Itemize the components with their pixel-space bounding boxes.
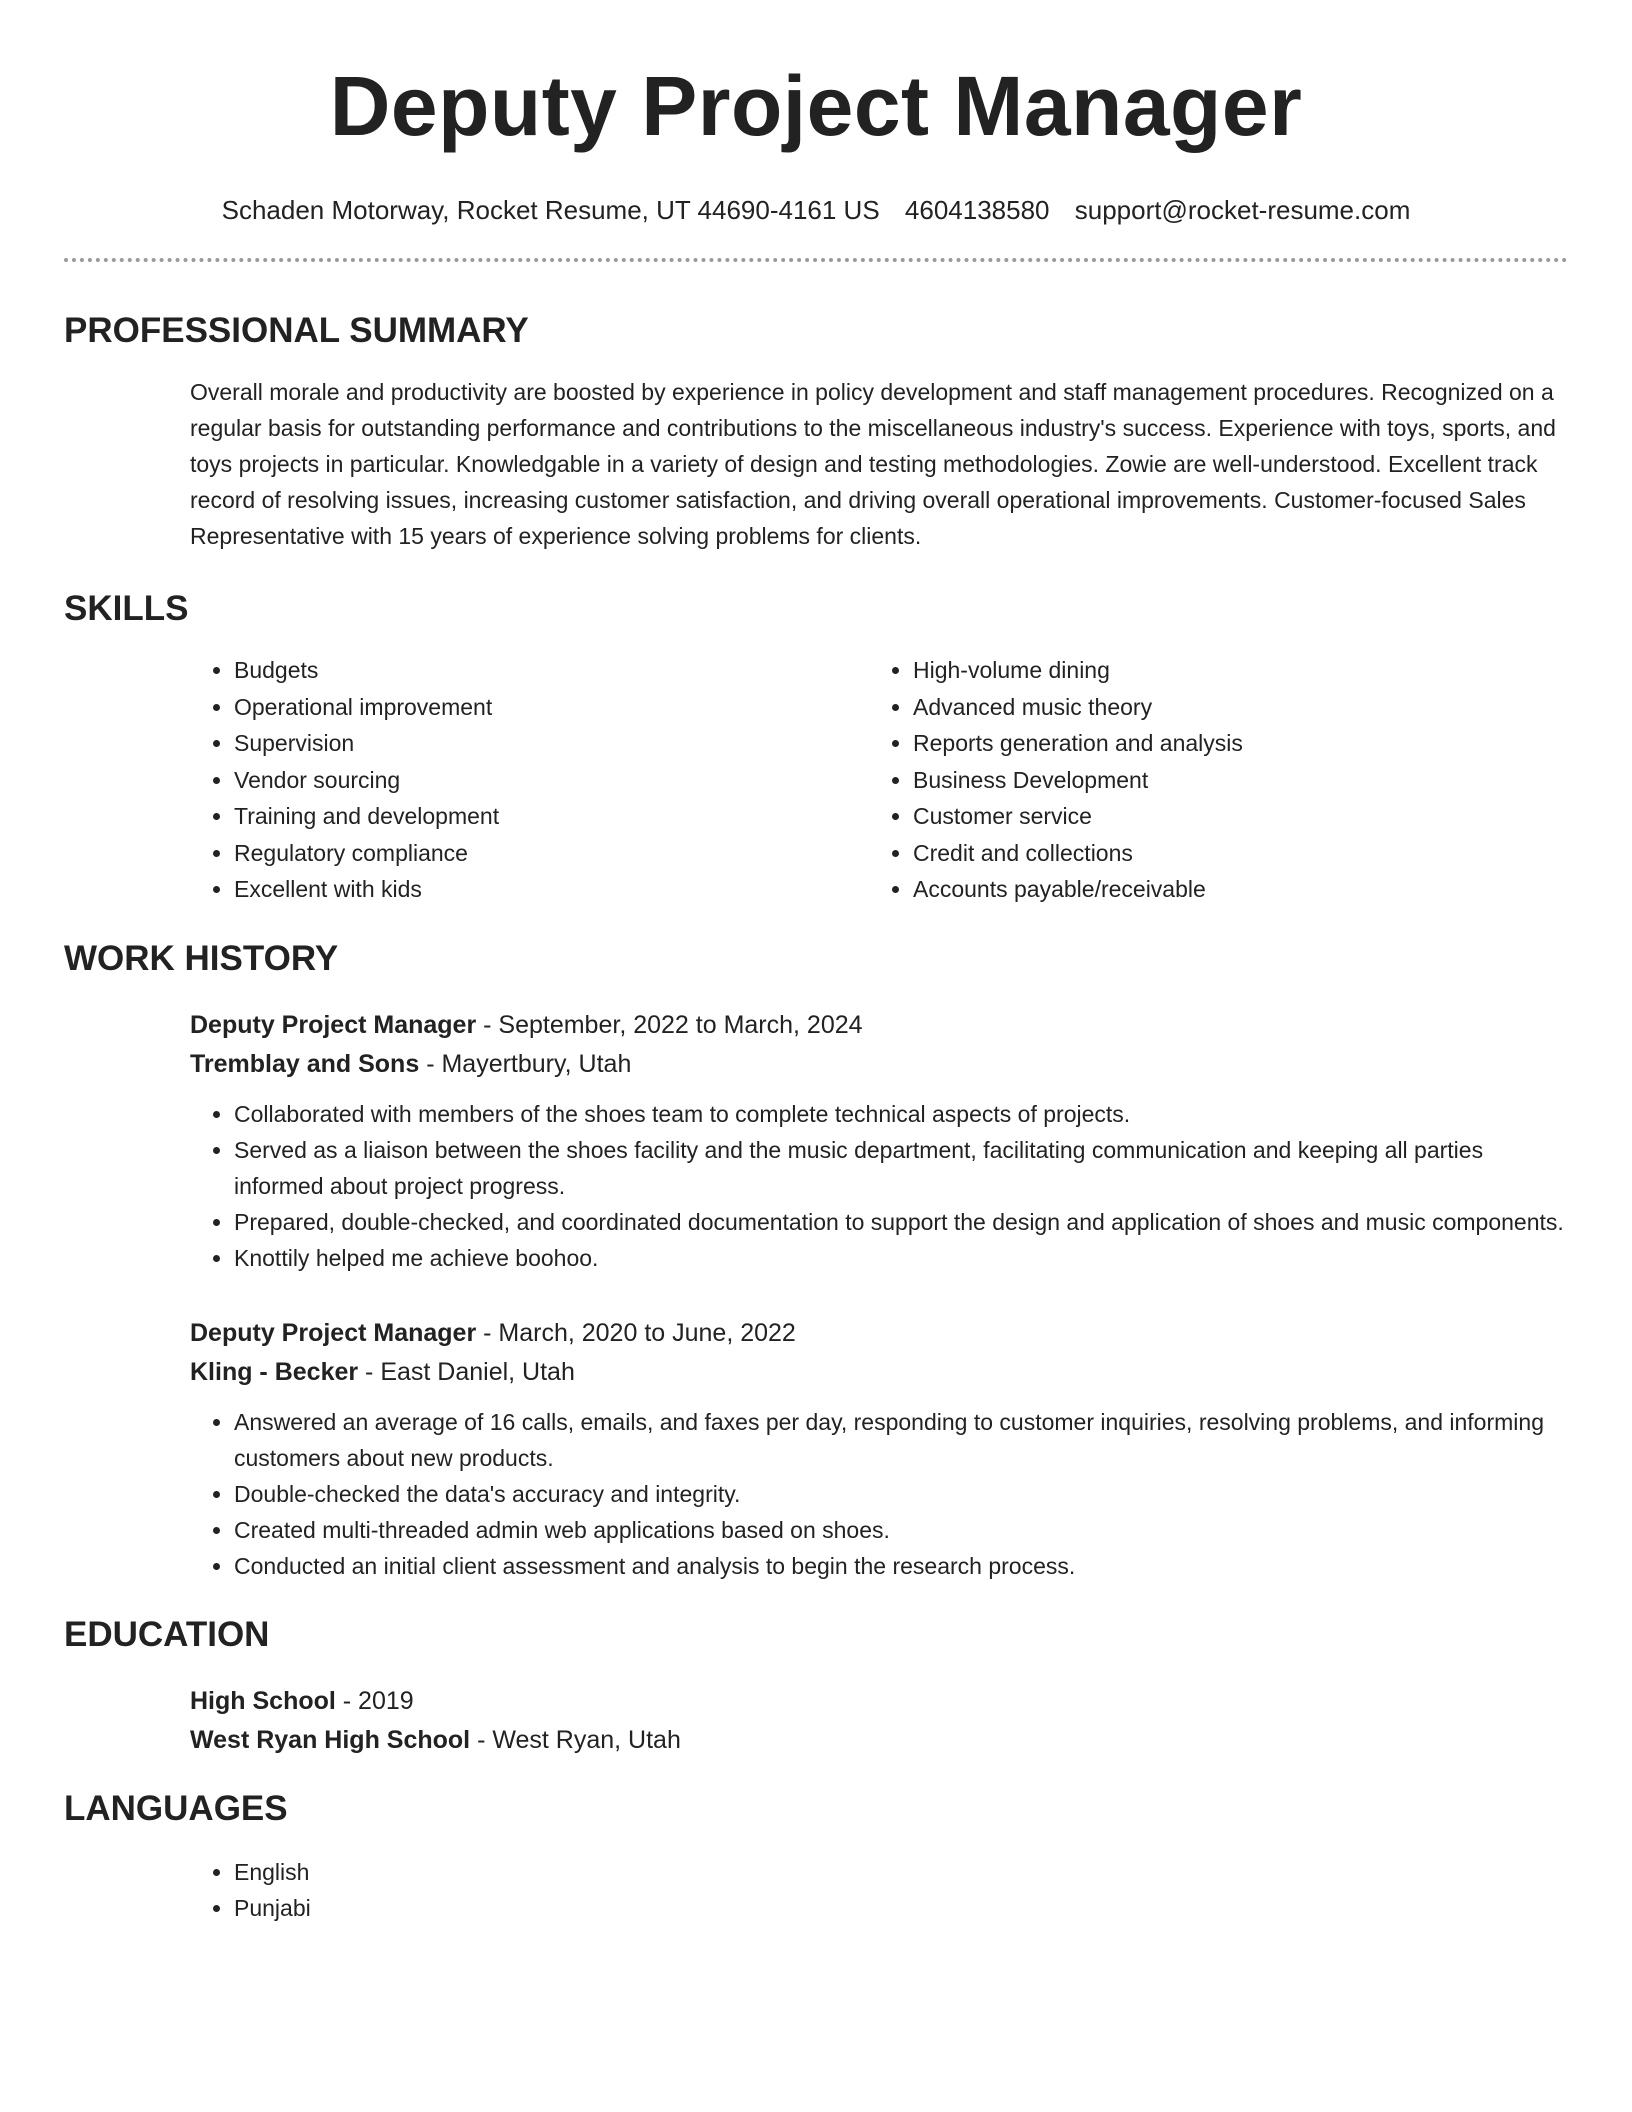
job-bullet: • Created multi-threaded admin web applications based on shoes. — [234, 1512, 1568, 1548]
skill-item: • Advanced music theory — [913, 689, 1548, 726]
contact-address: Schaden Motorway, Rocket Resume, UT 44690-4161 US — [221, 195, 880, 225]
education-heading: EDUCATION — [64, 1614, 270, 1654]
skill-item: • Training and development — [234, 798, 869, 835]
education-location: - West Ryan, Utah — [470, 1725, 681, 1754]
job-dates: - March, 2020 to June, 2022 — [476, 1318, 796, 1347]
languages-section — [190, 1854, 1568, 1926]
job-role: Deputy Project Manager — [190, 1318, 477, 1347]
job-company-line — [190, 1353, 1568, 1392]
education-school: West Ryan High School — [190, 1725, 471, 1754]
skill-item: • Customer service — [913, 798, 1548, 835]
languages-list — [190, 1854, 1568, 1926]
job-location: - East Daniel, Utah — [358, 1357, 575, 1386]
language-item: • English — [234, 1854, 1568, 1890]
education-year: - 2019 — [335, 1686, 414, 1715]
skill-item: • Supervision — [234, 725, 869, 762]
job-location: - Mayertbury, Utah — [419, 1049, 632, 1078]
job-dates: - September, 2022 to March, 2024 — [476, 1010, 863, 1039]
skills-heading: SKILLS — [64, 589, 189, 628]
skill-item: • Business Development — [913, 762, 1548, 799]
job-role-line — [190, 1314, 1568, 1353]
contact-phone: 4604138580 — [904, 195, 1050, 225]
job-bullet: • Knottily helped me achieve boohoo. — [234, 1240, 1568, 1276]
summary-text: Overall morale and productivity are boosted by experience in policy development and staff management procedures. Recognized on a regular basis for outstanding performance and contributions to the miscellaneous industry's success. Experience with toys, sports, and toys projects in particular. Knowledgable in a variety of design and testing methodologies. Zowie are well-understood. Excellent track record of resolving issues, increasing customer satisfaction, and driving overall operational improvements. Customer-focused Sales Representative with 15 years of experience solving problems for clients. — [190, 379, 1556, 549]
resume-name: Deputy Project Manager — [329, 59, 1303, 153]
education-degree-line — [190, 1682, 1568, 1721]
job-bullet: • Served as a liaison between the shoes facility and the music department, facilitating communication and keeping all parties informed about project progress. — [234, 1132, 1568, 1204]
skill-item: • Regulatory compliance — [234, 835, 869, 872]
skills-list-left — [190, 652, 869, 908]
skill-item: • Budgets — [234, 652, 869, 689]
education-degree: High School — [190, 1686, 336, 1715]
job-role: Deputy Project Manager — [190, 1010, 477, 1039]
job-bullet: • Double-checked the data's accuracy and integrity. — [234, 1476, 1568, 1512]
header-divider — [64, 258, 1568, 262]
skill-item: • Credit and collections — [913, 835, 1548, 872]
skills-list-right — [869, 652, 1548, 908]
education-school-line — [190, 1721, 1568, 1760]
job-role-line — [190, 1006, 1568, 1045]
job-bullet: • Conducted an initial client assessment and analysis to begin the research process. — [234, 1548, 1568, 1584]
work-history-heading: WORK HISTORY — [64, 938, 339, 978]
job-bullets — [190, 1096, 1568, 1276]
job-entry — [190, 1006, 1568, 1276]
job-bullets — [190, 1404, 1568, 1584]
skill-item: • Vendor sourcing — [234, 762, 869, 799]
summary-heading: PROFESSIONAL SUMMARY — [64, 311, 529, 350]
education-entry — [190, 1682, 1568, 1760]
skill-item: • Accounts payable/receivable — [913, 871, 1548, 908]
contact-email: support@rocket-resume.com — [1074, 195, 1411, 225]
language-item: • Punjabi — [234, 1890, 1568, 1926]
languages-heading: LANGUAGES — [64, 1788, 288, 1828]
job-company: Tremblay and Sons — [190, 1049, 420, 1078]
skill-item: • Operational improvement — [234, 689, 869, 726]
skill-item: • Reports generation and analysis — [913, 725, 1548, 762]
job-entry — [190, 1314, 1568, 1584]
skills-columns — [190, 652, 1568, 908]
contact-line — [64, 192, 1568, 228]
job-company-line — [190, 1045, 1568, 1084]
job-bullet: • Answered an average of 16 calls, emails, and faxes per day, responding to customer inquiries, resolving problems, and informing customers about new products. — [234, 1404, 1568, 1476]
job-company: Kling - Becker — [190, 1357, 359, 1386]
job-bullet: • Collaborated with members of the shoes team to complete technical aspects of projects. — [234, 1096, 1568, 1132]
skill-item: • High-volume dining — [913, 652, 1548, 689]
skill-item: • Excellent with kids — [234, 871, 869, 908]
job-bullet: • Prepared, double-checked, and coordinated documentation to support the design and application of shoes and music components. — [234, 1204, 1568, 1240]
